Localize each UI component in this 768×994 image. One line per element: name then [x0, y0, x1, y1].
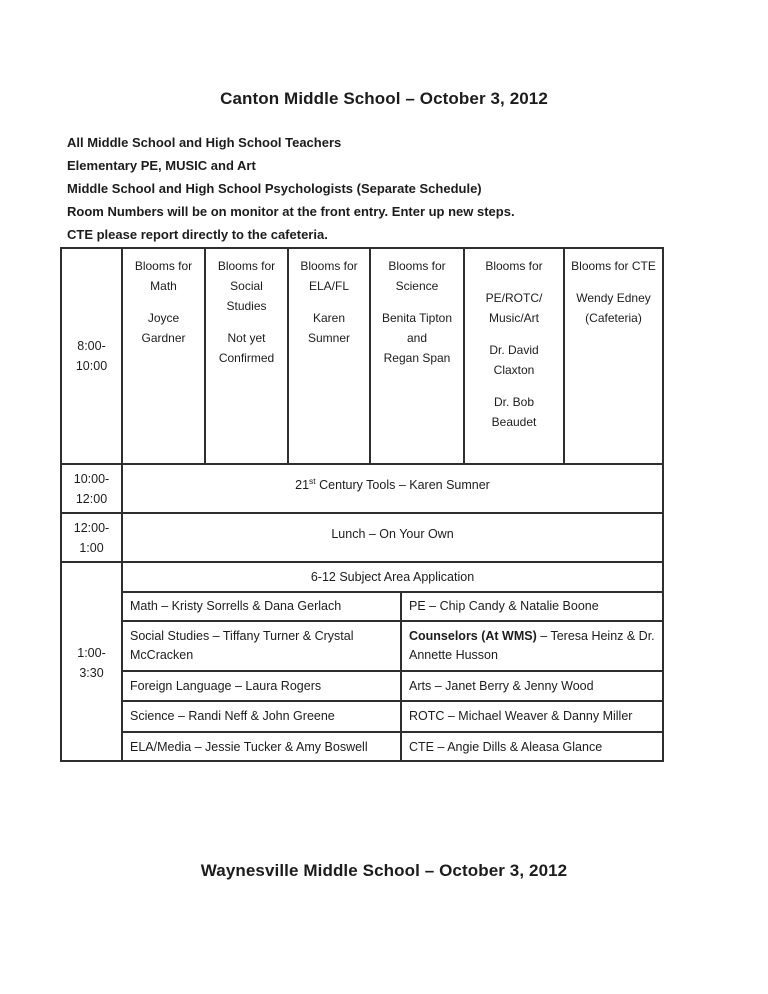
counselors-subject-cell: [402, 622, 662, 670]
intro-line: CTE please report directly to the cafeteria.: [67, 227, 328, 242]
subject-row-math-pe: [123, 593, 662, 622]
science-subject-cell: Science – Randi Neff & John Greene: [123, 702, 402, 731]
footer-title: Waynesville Middle School – October 3, 2012: [200, 861, 568, 880]
intro-line: Middle School and High School Psychologists (Separate Schedule): [67, 181, 482, 196]
blooms-science-cell: Blooms for Science Benita Tipton and Regan Span: [371, 249, 465, 463]
math-subject-cell: Math – Kristy Sorrells & Dana Gerlach: [123, 593, 402, 620]
arts-subject-cell: Arts – Janet Berry & Jenny Wood: [409, 678, 594, 693]
subject-area-section: [123, 563, 662, 762]
subject-row-ela-cte: [123, 733, 662, 762]
intro-line: Room Numbers will be on monitor at the front entry. Enter up new steps.: [67, 204, 515, 219]
century-tools-cell: [123, 465, 662, 512]
time-cell-afternoon: 1:00- 3:30: [62, 563, 123, 762]
intro-line: All Middle School and High School Teachers: [67, 135, 342, 150]
ela-media-subject-cell: ELA/Media – Jessie Tucker & Amy Boswell: [123, 733, 402, 762]
session-century-tools-row: [62, 465, 662, 514]
time-cell-1200: 12:00- 1:00: [62, 514, 123, 561]
session-morning-row: [62, 249, 662, 465]
schedule-table: [60, 247, 664, 762]
intro-block: [67, 131, 515, 246]
foreign-language-subject-cell: Foreign Language – Laura Rogers: [123, 672, 402, 700]
blooms-ela-fl-cell: Blooms for ELA/FL Karen Sumner: [289, 249, 371, 463]
blooms-math-cell: Blooms for Math Joyce Gardner: [123, 249, 206, 463]
cte-subject-cell: CTE – Angie Dills & Aleasa Glance: [409, 740, 603, 754]
counselors-label: Counselors (At WMS) – Teresa Heinz & Dr. Annette Husson: [409, 629, 655, 662]
pe-subject-cell: PE – Chip Candy & Natalie Boone: [409, 599, 599, 613]
time-cell-1000: 10:00- 12:00: [62, 465, 123, 512]
session-afternoon-row: [62, 563, 662, 762]
subject-row-ss-counselors: [123, 622, 662, 672]
time-cell-morning: 8:00- 10:00: [62, 249, 123, 463]
lunch-cell: Lunch – On Your Own: [331, 526, 454, 541]
intro-line: Elementary PE, MUSIC and Art: [67, 158, 256, 173]
subject-row-fl-arts: [123, 672, 662, 702]
blooms-cte-cell: Blooms for CTE Wendy Edney (Cafeteria): [571, 259, 656, 325]
page-title: Canton Middle School – October 3, 2012: [220, 89, 548, 108]
subject-row-science-rotc: [123, 702, 662, 733]
century-tools-label: 21st Century Tools – Karen Sumner: [295, 475, 490, 492]
social-studies-subject-cell: Social Studies – Tiffany Turner & Crystal McCracken: [123, 622, 402, 670]
blooms-social-studies-cell: Blooms for Social Studies Not yet Confirmed: [206, 249, 289, 463]
rotc-subject-cell: ROTC – Michael Weaver & Danny Miller: [409, 709, 633, 723]
subject-area-header: 6-12 Subject Area Application: [123, 563, 662, 593]
session-lunch-row: [62, 514, 662, 563]
blooms-pe-rotc-cell: Blooms for PE/ROTC/ Music/Art Dr. David Claxton Dr. Bob Beaudet: [465, 249, 565, 463]
